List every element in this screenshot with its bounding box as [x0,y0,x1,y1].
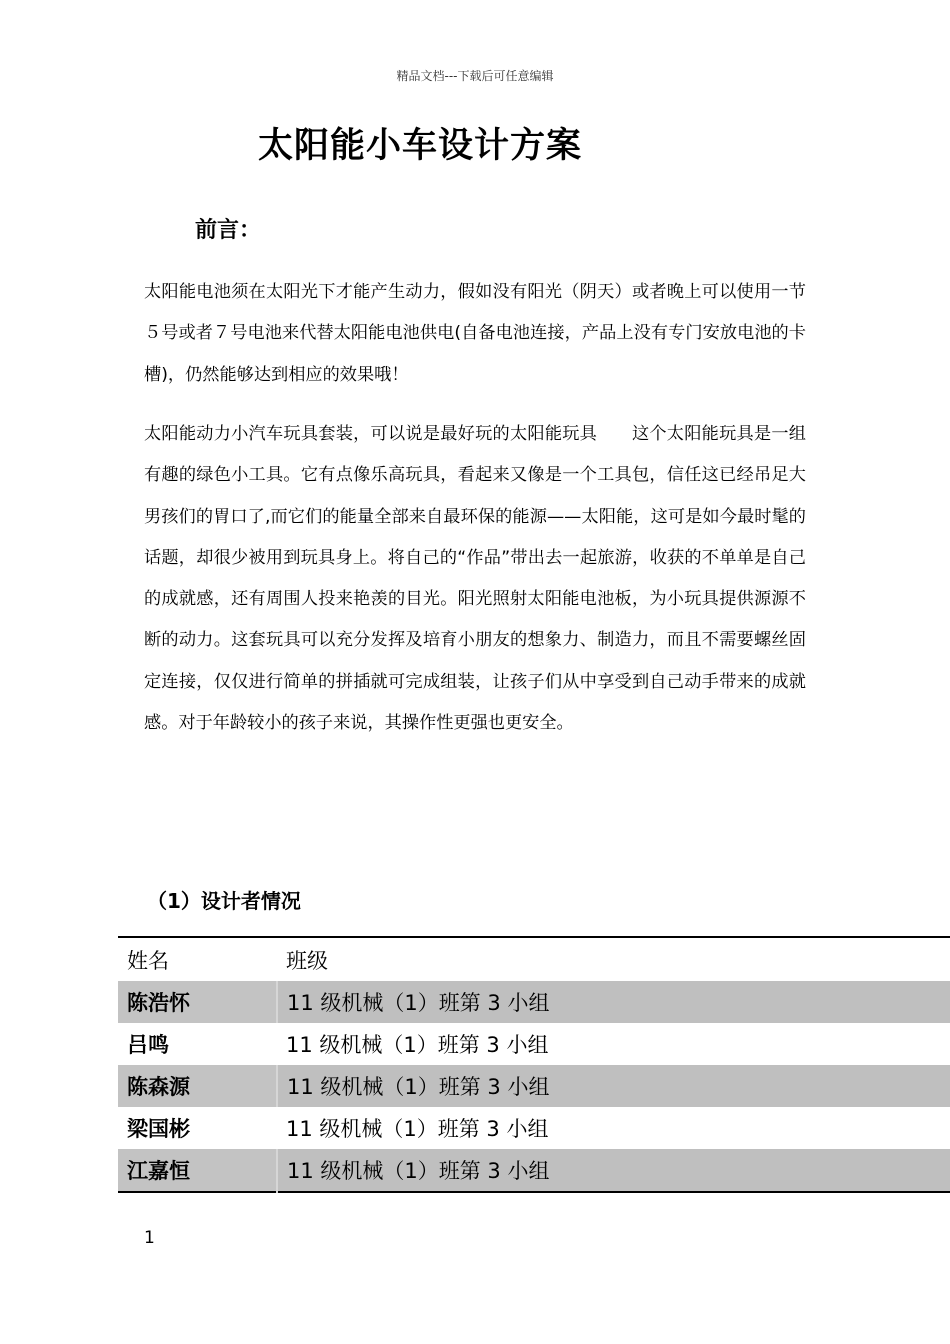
designers-table [118,936,950,1193]
preface-paragraph-2: 太阳能动力小汽车玩具套装，可以说是最好玩的太阳能玩具 这个太阳能玩具是一组有趣的绿色小工具。它有点像乐高玩具，看起来又像是一个工具包，信任这已经吊足大男孩们的胃口了,而它们的能量全部来自最环保的能源——太阳能，这可是如今最时髦的话题，却很少被用到玩具身上。将自己的“作品”带出去一起旅游，收获的不单单是自己的成就感，还有周围人投来艳羡的目光。阳光照射太阳能电池板，为小玩具提供源源不断的动力。这套玩具可以充分发挥及培育小朋友的想象力、制造力，而且不需要螺丝固定连接，仅仅进行简单的拼插就可完成组装，让孩子们从中享受到自己动手带来的成就感。对于年龄较小的孩子来说，其操作性更强也更安全。 [144,424,806,734]
preface-paragraph-1: 太阳能电池须在太阳光下才能产生动力，假如没有阳光（阴天）或者晚上可以使用一节５号或者７号电池来代替太阳能电池供电(自备电池连接，产品上没有专门安放电池的卡槽)，仍然能够达到相应的效果哦！ [144,282,806,385]
designer-class: 11 级机械（1）班第 3 小组 [277,1149,950,1192]
designer-name: 陈浩怀 [118,981,277,1023]
column-header-name: 姓名 [127,948,169,973]
table-header-row [118,937,950,981]
designer-class: 11 级机械（1）班第 3 小组 [286,1117,549,1141]
table-row [118,1107,950,1149]
designer-name: 吕鸣 [127,1033,169,1057]
table-row [118,1149,950,1192]
document-title: 太阳能小车设计方案 [258,126,583,166]
designer-class: 11 级机械（1）班第 3 小组 [277,981,950,1023]
designer-name: 江嘉恒 [118,1149,277,1192]
preface-heading: 前言： [195,218,262,243]
table-row [118,1023,950,1065]
designer-class: 11 级机械（1）班第 3 小组 [277,1065,950,1107]
table-row [118,1065,950,1107]
header-note: 精品文档---下载后可任意编辑 [396,69,554,83]
page-number: 1 [144,1228,155,1248]
designer-class: 11 级机械（1）班第 3 小组 [286,1033,549,1057]
designer-name: 陈森源 [118,1065,277,1107]
table-row [118,981,950,1023]
designers-heading: （1）设计者情况 [147,889,301,913]
designer-name: 梁国彬 [127,1117,190,1141]
column-header-class: 班级 [286,948,328,973]
